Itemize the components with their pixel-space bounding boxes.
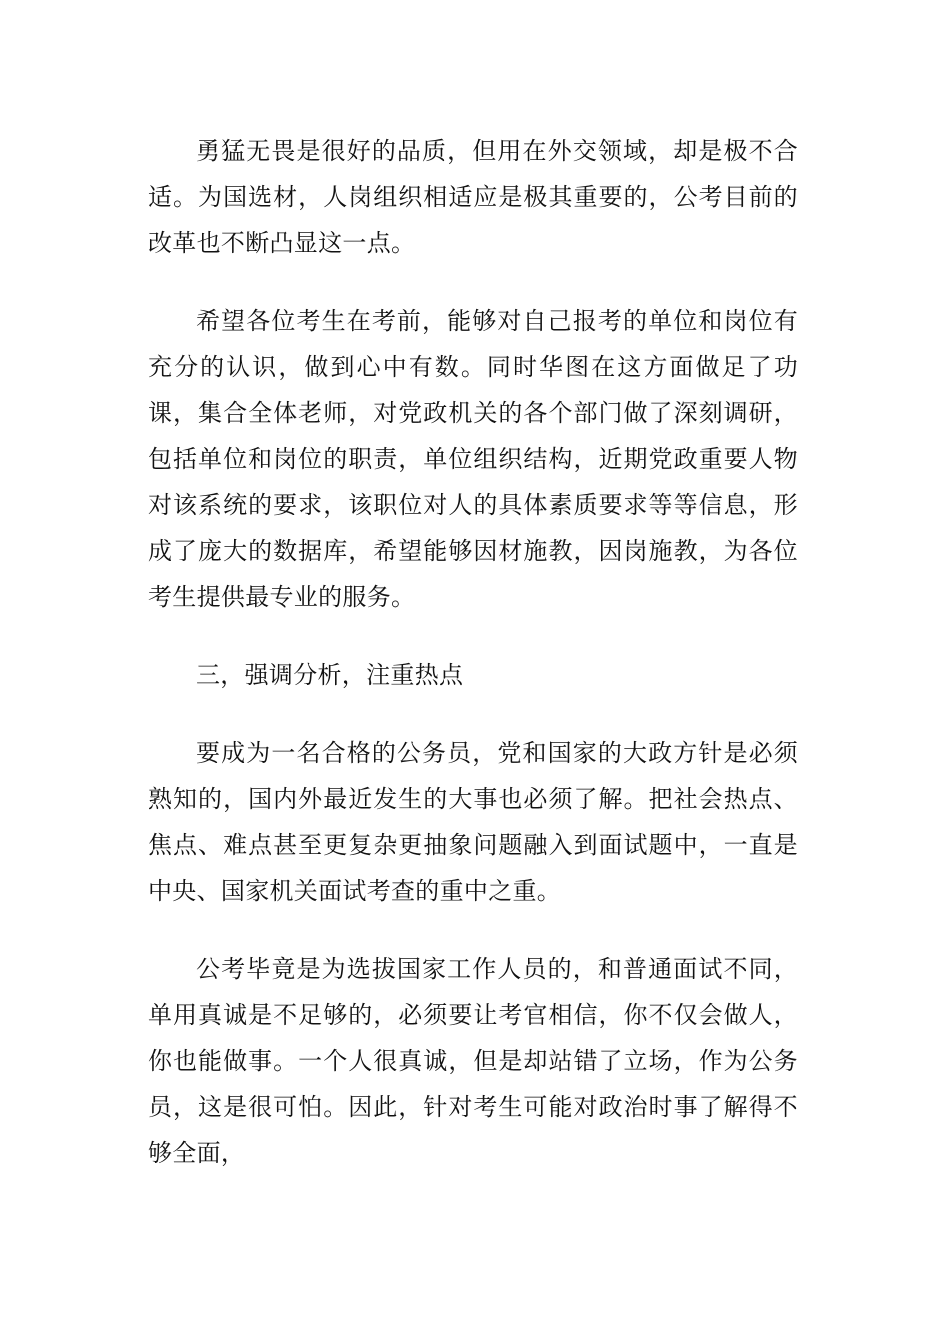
paragraph-2: 希望各位考生在考前，能够对自己报考的单位和岗位有充分的认识，做到心中有数。同时华图在这方面做足了功课，集合全体老师，对党政机关的各个部门做了深刻调研，包括单位和岗位的职责，单位组织结构，近期党政重要人物对该系统的要求，该职位对人的具体素质要求等等信息，形成了庞大的数据库，希望能够因材施教，因岗施教，为各位考生提供最专业的服务。 (148, 307, 798, 611)
paragraph-3: 要成为一名合格的公务员，党和国家的大政方针是必须熟知的，国内外最近发生的大事也必须了解。把社会热点、焦点、难点甚至更复杂更抽象问题融入到面试题中，一直是中央、国家机关面试考查的重中之重。 (148, 739, 798, 905)
paragraph-4: 公考毕竟是为选拔国家工作人员的，和普通面试不同，单用真诚是不足够的，必须要让考官相信，你不仅会做人，你也能做事。一个人很真诚，但是却站错了立场，作为公务员，这是很可怕。因此，针对考生可能对政治时事了解得不够全面， (148, 955, 798, 1167)
section-heading: 三，强调分析，注重热点 (196, 661, 464, 689)
document-body (148, 128, 798, 1208)
paragraph-1: 勇猛无畏是很好的品质，但用在外交领域，却是极不合适。为国选材，人岗组织相适应是极其重要的，公考目前的改革也不断凸显这一点。 (148, 137, 798, 257)
